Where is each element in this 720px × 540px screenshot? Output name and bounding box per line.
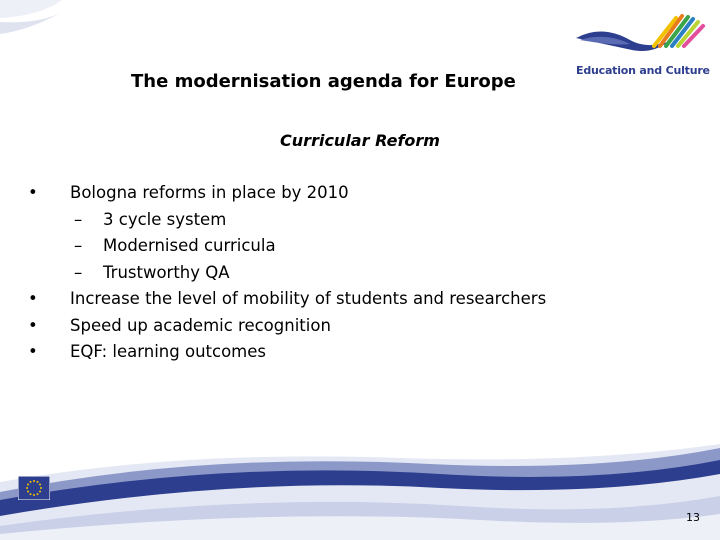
page-title: The modernisation agenda for Europe	[131, 71, 516, 92]
bullet-icon: •	[28, 315, 38, 335]
eu-flag-icon	[18, 476, 50, 500]
bullet-icon: •	[28, 342, 38, 361]
list-item-text: Speed up academic recognition	[70, 315, 331, 335]
list-item-text: Bologna reforms in place by 2010	[70, 183, 349, 202]
slide-subtitle-text: Curricular Reform	[280, 131, 440, 150]
list-item	[28, 313, 688, 340]
sub-list-item	[28, 233, 688, 260]
bullet-list	[28, 180, 688, 366]
list-item	[28, 339, 688, 366]
list-item	[28, 180, 688, 207]
logo-caption: Education and Culture	[576, 64, 710, 77]
bullet-icon: •	[28, 183, 38, 202]
sub-list-item-text: Trustworthy QA	[103, 262, 230, 282]
list-item-text: Increase the level of mobility of students and researchers	[70, 289, 547, 308]
sub-list-item-text: 3 cycle system	[103, 209, 227, 229]
sub-list-item-text: Modernised curricula	[103, 236, 276, 255]
dash-icon: –	[74, 236, 83, 255]
bullet-icon: •	[28, 289, 38, 308]
list-item-text: EQF: learning outcomes	[70, 342, 266, 361]
page-number: 13	[686, 511, 700, 524]
sub-list-item	[28, 207, 688, 234]
top-left-swoosh-decoration	[0, 0, 80, 40]
sub-list-item	[28, 260, 688, 287]
list-item	[28, 286, 688, 313]
dash-icon: –	[74, 209, 83, 229]
slide-subtitle	[0, 131, 720, 150]
footer-wave-decoration	[0, 430, 720, 540]
dash-icon: –	[74, 262, 83, 282]
